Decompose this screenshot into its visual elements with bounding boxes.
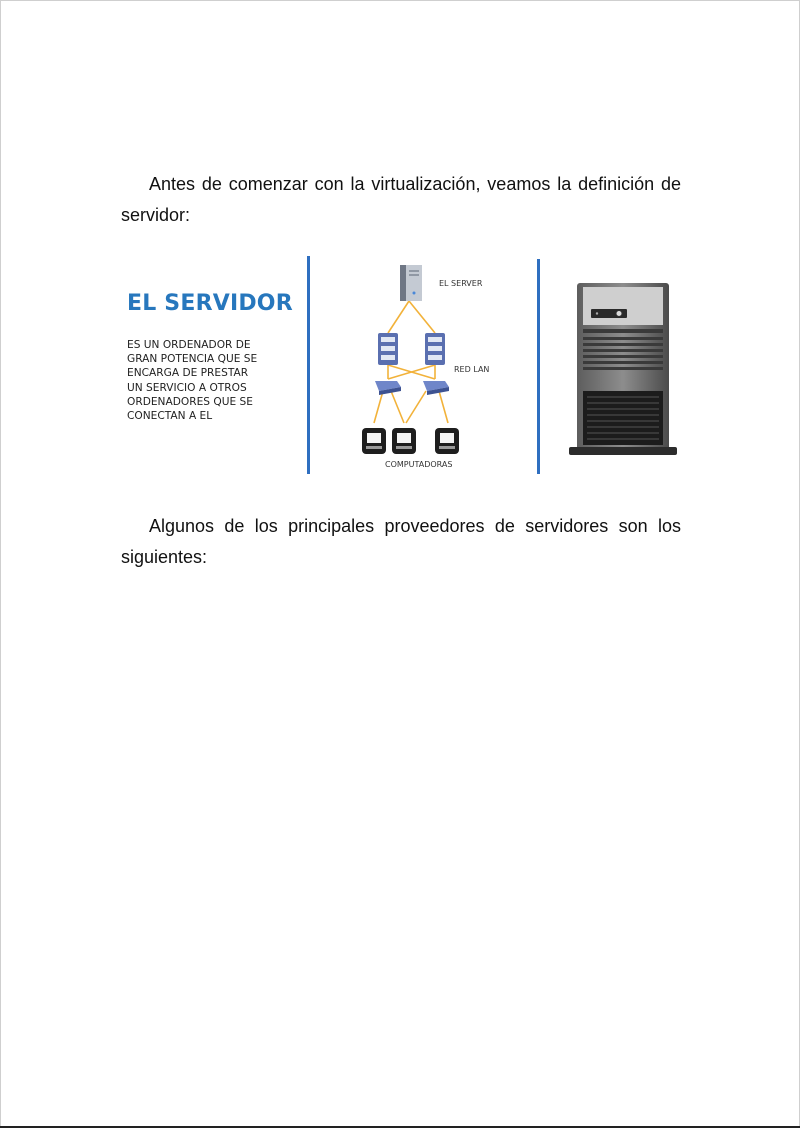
intro-paragraph-line-1: Antes de comenzar con la virtualización, veamos la definición de [149,174,681,194]
intro-paragraph [121,169,681,231]
server-icon [400,265,422,301]
lan-label: RED LAN [454,365,490,374]
figure-title: EL SERVIDOR [127,291,293,316]
computer-icon [362,428,386,454]
definition-line: ORDENADORES QUE SE [127,395,253,408]
server-label: EL SERVER [439,279,483,288]
computer-icon [392,428,416,454]
server-definition-figure [121,251,686,481]
computers-label: COMPUTADORAS [385,460,453,469]
switch-icon [378,333,398,365]
router-icon [375,381,401,395]
providers-paragraph-line-1: Algunos de los principales proveedores de servidores son los [149,516,681,536]
definition-line: ES UN ORDENADOR DE [127,339,251,351]
intro-paragraph-line-2: servidor: [121,205,191,225]
providers-paragraph [121,511,681,573]
definition-line: CONECTAN A EL [127,410,213,423]
router-icon [423,381,449,395]
server-tower-image [567,281,679,459]
computer-icon [435,428,459,454]
switch-icon [425,333,445,365]
providers-paragraph-line-2: siguientes: [121,547,208,567]
definition-line: UN SERVICIO A OTROS [127,381,247,394]
definition-line: ENCARGA DE PRESTAR [127,367,249,380]
definition-line: GRAN POTENCIA QUE SE [127,353,258,366]
